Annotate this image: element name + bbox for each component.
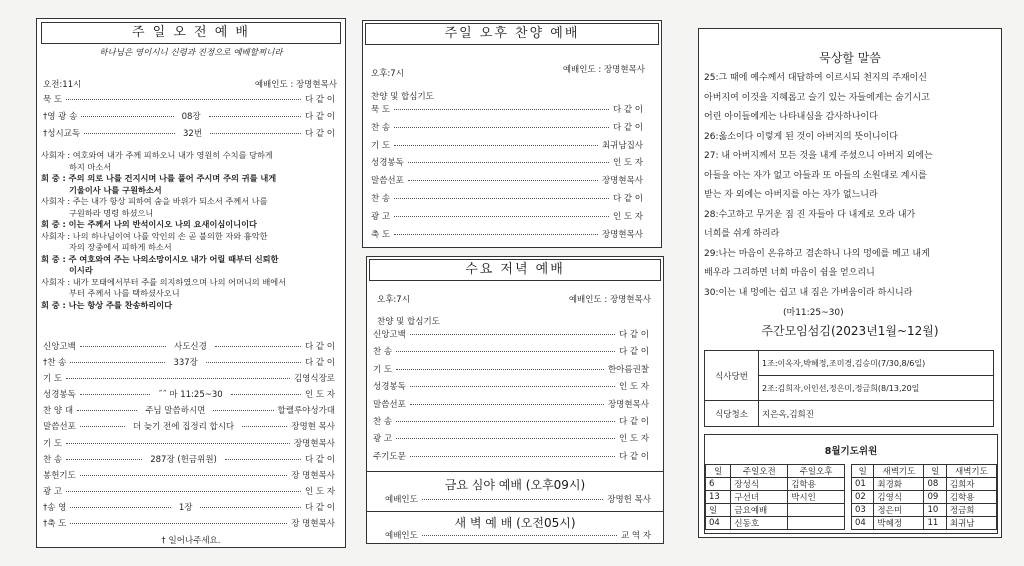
stand-up-note: † 일어나주세요.	[161, 536, 221, 546]
wednesday-order-value: 장명현목사	[607, 399, 649, 410]
dot-leader	[215, 346, 301, 347]
meditation-line: 배우라 그리하면 너희 마음이 쉼을 얻으리니	[704, 268, 875, 278]
wednesday-order-label: 말씀선포	[373, 399, 406, 410]
kitchen-cleaning-value: 지은옥,김희진	[759, 401, 994, 427]
afternoon-leader: 예배인도 : 장명현목사	[562, 65, 645, 75]
wednesday-leader: 예배인도 : 장명현목사	[568, 295, 651, 305]
prayer-row	[706, 478, 845, 491]
dot-leader	[66, 443, 290, 444]
prayer-cell: 김학용	[788, 478, 845, 491]
morning-order-row	[43, 375, 335, 391]
dot-leader	[77, 410, 137, 411]
wednesday-praise: 찬양 및 합심기도	[377, 317, 440, 327]
meditation-line: 29:나는 마음이 온유하고 겸손하니 나의 멍에를 메고 내게	[704, 248, 930, 259]
prayer-row	[852, 517, 997, 530]
litany-first-line	[41, 173, 341, 185]
dot-leader	[213, 410, 273, 411]
wednesday-order-row	[373, 418, 649, 435]
dot-leader	[70, 507, 170, 508]
morning-service-panel	[36, 18, 346, 548]
litany-speaker: 사회자	[41, 276, 65, 287]
prayer-row	[852, 491, 997, 504]
litany-continuation: 하지 마소서	[69, 161, 112, 172]
wednesday-order-label: 성경봉독	[373, 382, 406, 393]
dot-leader	[80, 346, 166, 347]
dot-leader	[80, 475, 287, 476]
morning-service-subtitle: 하나님은 영이시니 신령과 진정으로 예배할찌니라	[99, 48, 283, 58]
morning-order-detail: ˝˝ 마 11:25~30	[158, 390, 223, 401]
morning-order-row	[43, 423, 335, 439]
dot-leader	[206, 362, 301, 363]
litany-text: 나는 항상 주를 찬송하리이다	[68, 299, 173, 310]
morning-leader: 예배인도 : 장명현목사	[254, 80, 337, 90]
prayer-cell: 구선녀	[731, 491, 788, 504]
morning-order-value: 다 같 이	[304, 454, 336, 465]
friday-service-title: 금요 심야 예배 (오후09시)	[444, 478, 586, 492]
prayer-cell	[788, 517, 845, 530]
afternoon-order-value: 다 같 이	[612, 193, 643, 204]
wednesday-order-value: 한아름권찰	[607, 364, 649, 375]
wednesday-order-row	[373, 383, 649, 400]
afternoon-order-row	[371, 213, 643, 231]
prayer-cell: 신동호	[731, 517, 788, 530]
dot-leader	[66, 459, 142, 460]
meditation-line: 25:그 때에 예수께서 대답하여 이르시되 천지의 주재이신	[704, 73, 927, 83]
meditation-line: 너희를 쉬게 하리라	[704, 229, 780, 239]
prayer-cell: 박시인	[788, 491, 845, 504]
prayer-cell: 01	[852, 478, 874, 491]
wednesday-order-row	[373, 366, 649, 383]
morning-order-row	[43, 343, 335, 359]
afternoon-order-value: 다 같 이	[612, 122, 643, 133]
meditation-ref: (마11:25~30)	[783, 308, 844, 318]
wednesday-order-value: 다 같 이	[618, 347, 649, 358]
prayer-cell: 03	[852, 504, 874, 517]
morning-order-detail: 주님 말씀하시면	[145, 406, 206, 417]
morning-order-row	[43, 456, 335, 472]
litany-line	[41, 254, 341, 277]
wednesday-order-label: 신앙고백	[373, 330, 406, 340]
dot-leader	[80, 426, 125, 427]
dot-leader	[84, 133, 175, 134]
prayer-table-dawn	[851, 464, 997, 530]
litany-speaker: 사회자	[41, 150, 65, 160]
morning-order-value: 할렐루야성가대	[277, 406, 335, 417]
litany-first-line	[41, 300, 341, 312]
litany-continuation: 자의 장중에서 피하게 하소서	[69, 242, 172, 252]
meditation-text	[704, 69, 1000, 303]
afternoon-order-label: 성경봉독	[371, 158, 404, 169]
afternoon-order-value: 인 도 자	[612, 158, 643, 169]
prayer-header-cell: 일	[852, 465, 874, 478]
dot-leader	[394, 109, 609, 110]
litany-first-line	[41, 219, 341, 231]
wednesday-time: 오후:7시	[377, 295, 410, 305]
meal-duty-team-1: 1조:이옥자,박혜정,조미경,김승미(7/30,8/6일)	[759, 351, 994, 376]
morning-order-row	[43, 113, 335, 130]
litany-speaker: 회 중	[41, 253, 60, 264]
dot-leader	[408, 162, 609, 163]
afternoon-order-row	[371, 106, 643, 124]
afternoon-order-row	[371, 177, 643, 195]
prayer-cell: 6	[706, 478, 731, 491]
dot-leader	[394, 234, 598, 235]
meal-duty-team-2: 2조:김희자,이인선,정은미,정금희(8/13,20일	[759, 376, 994, 401]
litany-text: 주는 내가 항상 피하여 숨을 바위가 되소서 주께서 나를	[72, 196, 268, 206]
wednesday-order-label: 광 고	[373, 434, 393, 445]
prayer-cell: 02	[852, 491, 874, 504]
morning-order-row	[43, 359, 335, 375]
meditation-line: 30:이는 내 멍에는 쉽고 내 짐은 가벼움이라 하시니라	[704, 287, 913, 298]
wednesday-order	[373, 331, 649, 470]
friday-leader-row	[385, 496, 651, 505]
dawn-leader-row	[385, 532, 651, 541]
afternoon-order-row	[371, 142, 643, 160]
dot-leader	[396, 421, 615, 422]
litany-colon: :	[64, 230, 73, 241]
afternoon-order-value: 최귀남집사	[601, 140, 643, 151]
prayer-header-cell: 주일오전	[731, 465, 788, 478]
afternoon-order-label: 말씀선포	[371, 176, 404, 187]
morning-order-value: 김영식장로	[293, 374, 335, 385]
prayer-box	[704, 434, 998, 534]
info-panel	[698, 28, 1002, 538]
prayer-cell: 김학용	[946, 491, 996, 504]
wednesday-order-row	[373, 348, 649, 365]
afternoon-order-row	[371, 159, 643, 177]
prayer-header-cell: 일	[706, 465, 731, 478]
dot-leader	[81, 116, 173, 117]
wednesday-order-label: 기 도	[373, 364, 393, 375]
litany-speaker: 회 중	[41, 219, 60, 229]
litany-colon: :	[59, 299, 69, 310]
prayer-cell: 장성식	[731, 478, 788, 491]
dot-leader	[66, 491, 301, 492]
morning-order-value: 인 도 자	[304, 486, 335, 497]
dot-leader	[394, 127, 609, 128]
litany-first-line	[41, 231, 341, 243]
meditation-line: 어린 아이들에게는 나타내심을 감사하나이다	[704, 112, 878, 122]
litany-text: 주의 의로 나를 건지시며 나를 풀어 주시며 주의 귀를 내게	[68, 173, 277, 183]
morning-order-detail: 337장	[173, 358, 198, 369]
wednesday-order-row	[373, 435, 649, 452]
morning-order-value: 장명현 목사	[291, 422, 336, 433]
litany-first-line	[41, 277, 341, 289]
morning-order-row	[43, 504, 335, 520]
prayer-cell: 일	[706, 504, 731, 517]
dot-leader	[394, 145, 598, 146]
meditation-line: 27: 내 아버지께서 모든 것을 내게 주셨으니 아버지 외에는	[704, 151, 933, 161]
wednesday-order-value: 인 도 자	[618, 382, 649, 393]
wednesday-order-label: 찬 송	[373, 347, 393, 358]
prayer-cell: 금요예배	[731, 504, 788, 517]
prayer-row	[852, 478, 997, 491]
meditation-line: 아들을 아는 자가 없고 아들과 또 아들의 소원대로 계시를	[704, 170, 927, 181]
service-schedule-table	[704, 350, 994, 427]
meditation-title: 묵상할 말씀	[819, 51, 881, 65]
morning-order-value: 다 같 이	[304, 95, 335, 105]
afternoon-service-panel	[362, 20, 662, 248]
litany-text: 주 여호와여 주는 나의소망이시오 내가 어릴 때부터 신뢰한	[68, 253, 279, 264]
litany-continuation: 구원하라 명령 하셨으니	[69, 207, 154, 218]
morning-order-value: 다 같 이	[304, 129, 335, 139]
prayer-header-row	[706, 465, 845, 478]
morning-service-title: 주 일 오 전 예 배	[41, 22, 341, 44]
litany-first-line	[41, 196, 341, 208]
dot-leader	[70, 362, 165, 363]
dot-leader	[410, 386, 615, 387]
litany-continuation: 이시라	[69, 265, 93, 275]
prayer-cell: 최귀남	[946, 517, 996, 530]
morning-order-value: 장명현목사	[293, 438, 335, 449]
dot-leader	[422, 499, 603, 500]
afternoon-order-row	[371, 231, 643, 249]
meditation-line: 받는 자 외에는 아버지를 아는 자가 없느니라	[704, 190, 878, 200]
litany-speaker: 회 중	[41, 173, 60, 183]
morning-order-value: 장 명현목사	[291, 519, 335, 530]
dawn-leader-value: 교 역 자	[620, 531, 651, 541]
prayer-cell: 04	[706, 517, 731, 530]
prayer-cell: 김희자	[946, 478, 996, 491]
dot-leader	[210, 133, 301, 134]
morning-order-value: 다 같 이	[304, 342, 336, 352]
dot-leader	[396, 369, 604, 370]
dot-leader	[70, 523, 287, 524]
afternoon-praise: 찬양 및 합심기도	[371, 92, 434, 102]
afternoon-order-label: 묵 도	[371, 105, 391, 115]
morning-order-detail: 1장	[178, 502, 193, 513]
prayer-cell: 정은미	[874, 504, 924, 517]
litany-colon: :	[59, 173, 69, 183]
morning-order-main	[43, 343, 335, 536]
prayer-cell: 김영식	[874, 491, 924, 504]
prayer-cell: 최경화	[874, 478, 924, 491]
litany-line	[41, 196, 341, 219]
afternoon-order-row	[371, 124, 643, 142]
litany-speaker: 사회자	[41, 230, 65, 241]
wednesday-order-value: 인 도 자	[618, 434, 649, 445]
dot-leader	[396, 351, 615, 352]
afternoon-order-label: 축 도	[371, 229, 391, 240]
dawn-service-box	[367, 511, 663, 543]
morning-order-top	[43, 96, 335, 147]
friday-leader-label: 예배인도	[385, 495, 418, 505]
prayer-cell: 04	[852, 517, 874, 530]
morning-order-value: 다 같 이	[304, 112, 335, 122]
morning-order-label: 찬 양 대	[43, 406, 74, 417]
morning-order-label: †영 광 송	[43, 112, 78, 122]
wednesday-order-row	[373, 453, 649, 470]
dot-leader	[396, 438, 615, 439]
morning-order-label: †성시교독	[43, 129, 81, 139]
morning-order-label: †축 도	[43, 519, 67, 530]
dot-leader	[410, 334, 615, 335]
litany-colon: :	[64, 196, 73, 206]
morning-order-row	[43, 440, 335, 456]
dot-leader	[231, 394, 301, 395]
morning-order-detail: 사도신경	[173, 342, 207, 352]
litany-line	[41, 300, 341, 312]
morning-order-label: 봉헌기도	[43, 470, 76, 481]
dot-leader	[408, 180, 598, 181]
meal-duty-label: 식사당번	[705, 351, 759, 401]
dot-leader	[66, 99, 301, 100]
afternoon-order-value: 장명현목사	[601, 229, 643, 240]
litany-first-line	[41, 150, 341, 162]
morning-order-detail: 08장	[181, 112, 201, 122]
morning-order-label: 광 고	[43, 486, 63, 497]
litany-speaker: 사회자	[41, 196, 65, 206]
meditation-line: 26:옳소이다 이렇게 된 것이 아버지의 뜻이니이다	[704, 131, 898, 142]
morning-order-value: 다 같 이	[304, 502, 336, 513]
morning-order-row	[43, 391, 335, 407]
friday-service-box	[367, 471, 663, 511]
afternoon-order-row	[371, 195, 643, 213]
prayer-row	[706, 517, 845, 530]
afternoon-time: 오후:7시	[371, 69, 404, 79]
morning-order-label: 말씀선포	[43, 422, 76, 433]
litany-line	[41, 219, 341, 231]
morning-order-label: 찬 송	[43, 454, 63, 465]
morning-order-label: 기 도	[43, 438, 63, 449]
wednesday-order-row	[373, 401, 649, 418]
morning-order-row	[43, 96, 335, 113]
morning-order-detail: 287장 (헌금위원)	[150, 454, 217, 465]
afternoon-order-label: 찬 송	[371, 193, 391, 204]
litany-line	[41, 231, 341, 254]
morning-order-row	[43, 488, 335, 504]
afternoon-order-value: 장명현목사	[601, 176, 643, 187]
morning-order-row	[43, 130, 335, 147]
morning-order-label: 성경봉독	[43, 390, 76, 401]
morning-order-label: †찬 송	[43, 358, 67, 369]
litany-line	[41, 277, 341, 300]
prayer-cell: 08	[924, 478, 946, 491]
afternoon-order	[371, 106, 643, 248]
prayer-cell: 정금희	[946, 504, 996, 517]
litany-continuation: 부터 주께서 나를 택하셨사오니	[69, 288, 180, 298]
kitchen-cleaning-label: 식당청소	[705, 401, 759, 427]
dawn-leader-label: 예배인도	[385, 531, 418, 541]
litany-continuation: 기울이사 나를 구원하소서	[69, 184, 162, 195]
prayer-cell: 박혜정	[874, 517, 924, 530]
morning-order-value: 인 도 자	[304, 390, 335, 401]
prayer-row	[706, 491, 845, 504]
dot-leader	[422, 535, 617, 536]
dot-leader	[225, 459, 301, 460]
wednesday-order-label: 주기도문	[373, 451, 406, 462]
dot-leader	[410, 404, 604, 405]
morning-order-value: 다 같 이	[304, 358, 336, 369]
morning-order-label: 기 도	[43, 374, 63, 385]
morning-order-row	[43, 472, 335, 488]
prayer-row	[706, 504, 845, 517]
litany-text: 여호와여 내가 주께 피하오니 내가 영원히 수치를 당하게	[72, 150, 273, 160]
prayer-table-sunday	[705, 464, 845, 530]
prayer-header-row	[852, 465, 997, 478]
afternoon-service-title: 주일 오후 찬양 예배	[365, 23, 659, 45]
morning-order-label: 묵 도	[43, 95, 63, 105]
litany-colon: :	[64, 150, 73, 160]
morning-order-label: †송 영	[43, 502, 67, 513]
dawn-service-title: 새 벽 예 배 (오전05시)	[454, 516, 576, 530]
meditation-line: 28:수고하고 무거운 짐 진 자들아 다 내게로 오라 내가	[704, 209, 916, 220]
dot-leader	[80, 394, 150, 395]
dot-leader	[66, 378, 290, 379]
litany-text: 나의 하나님이여 나를 악인의 손 곧 불의한 자와 흉악한	[72, 230, 268, 241]
wednesday-service-title: 수요 저녁 예배	[369, 259, 661, 281]
litany-line	[41, 173, 341, 196]
prayer-header-cell: 새벽기도	[874, 465, 924, 478]
litany-colon: :	[64, 276, 73, 287]
litany-colon: :	[59, 219, 69, 229]
prayer-cell	[788, 504, 845, 517]
dot-leader	[209, 116, 301, 117]
dot-leader	[410, 456, 615, 457]
prayer-header-cell: 새벽기도	[946, 465, 996, 478]
dot-leader	[200, 507, 300, 508]
prayer-row	[852, 504, 997, 517]
litany-speaker: 회 중	[41, 299, 60, 310]
meditation-line: 아버지여 이것을 지혜롭고 슬기 있는 자들에게는 숨기시고	[704, 92, 930, 103]
prayer-cell: 09	[924, 491, 946, 504]
afternoon-order-label: 찬 송	[371, 122, 391, 133]
litany-text: 내가 모태에서부터 주를 의지하였으며 나의 어머니의 배에서	[72, 276, 287, 287]
dot-leader	[242, 426, 287, 427]
wednesday-order-value: 다 같 이	[618, 416, 649, 427]
prayer-header-cell: 일	[924, 465, 946, 478]
afternoon-order-label: 광 고	[371, 211, 391, 222]
litany-first-line	[41, 254, 341, 266]
prayer-cell: 13	[706, 491, 731, 504]
wednesday-order-label: 찬 송	[373, 416, 393, 427]
litany-line	[41, 150, 341, 173]
prayer-cell: 10	[924, 504, 946, 517]
morning-order-value: 장 명현목사	[291, 470, 335, 481]
prayer-cell: 11	[924, 517, 946, 530]
dot-leader	[394, 216, 609, 217]
friday-leader-value: 장명헌 목사	[607, 495, 651, 505]
morning-time: 오전:11시	[43, 80, 82, 90]
morning-order-detail: 32번	[183, 129, 203, 139]
afternoon-order-value: 인 도 자	[612, 211, 643, 222]
wednesday-order-value: 다 같 이	[618, 451, 649, 462]
wednesday-service-panel	[366, 256, 664, 544]
afternoon-order-value: 다 같 이	[612, 105, 643, 115]
prayer-header-cell: 주일오후	[788, 465, 845, 478]
prayer-title: 8월기도위원	[824, 446, 878, 457]
litany-colon: :	[59, 253, 69, 264]
responsive-reading	[41, 150, 341, 311]
service-schedule-title: 주간모임섬김(2023년1월~12월)	[761, 324, 939, 338]
afternoon-order-label: 기 도	[371, 140, 391, 151]
morning-order-label: 신앙고백	[43, 342, 76, 352]
dot-leader	[394, 198, 609, 199]
morning-order-detail: 더 늦기 전에 집정리 합시다	[132, 422, 235, 433]
wednesday-order-value: 다 같 이	[618, 330, 649, 340]
wednesday-order-row	[373, 331, 649, 348]
litany-text: 이는 주께서 나의 반석이시오 나의 요새이심이니이다	[68, 219, 257, 229]
